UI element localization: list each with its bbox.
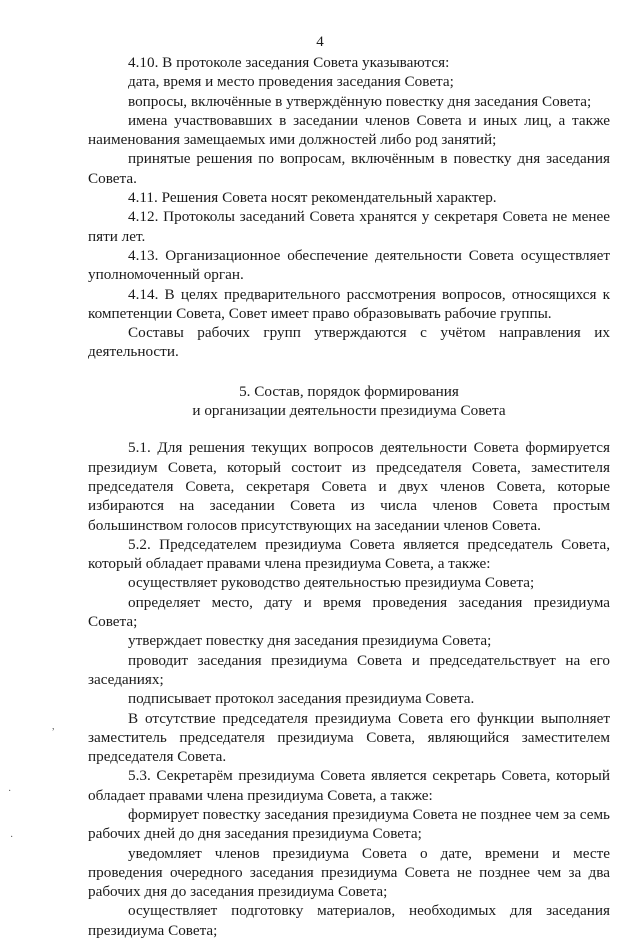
list-item: принятые решения по вопросам, включённым в повестку дня заседания Совета. [88, 150, 610, 187]
list-item: утверждает повестку дня заседания президиума Совета; [128, 632, 492, 650]
section-heading [88, 382, 610, 421]
paragraph-absence: В отсутствие председателя президиума Совета его функции выполняет заместитель председателя президиума Совета, являющийся заместителем председателя Совета. [88, 709, 610, 766]
margin-mark: · [10, 832, 14, 843]
list-item: определяет место, дату и время проведения заседания президиума Совета; [88, 593, 610, 631]
list-item: осуществляет руководство деятельностью президиума Совета; [128, 574, 535, 592]
list-item: формирует повестку заседания президиума Совета не позднее чем за семь рабочих дней до дня заседания президиума Совета; [88, 805, 610, 843]
paragraph-4-12: 4.12. Протоколы заседаний Совета хранятся у секретаря Совета не менее пяти лет. [88, 208, 610, 245]
list-item: проводит заседания президиума Совета и председательствует на его заседаниях; [88, 651, 610, 688]
paragraph-4-14: 4.14. В целях предварительного рассмотрения вопросов, относящихся к компетенции Совета, Совет имеет право образовывать рабочие группы. [88, 285, 610, 322]
section-heading-line-1: 5. Состав, порядок формирования [239, 382, 459, 400]
paragraph-4-13: 4.13. Организационное обеспечение деятельности Совета осуществляет уполномоченный орган. [88, 246, 610, 284]
document-body [88, 53, 610, 940]
paragraph-working-groups: Составы рабочих групп утверждаются с учётом направления их деятельности. [88, 324, 610, 361]
list-item: дата, время и место проведения заседания Совета; [128, 73, 454, 91]
paragraph-5-3: 5.3. Секретарём президиума Совета является секретарь Совета, который обладает правами члена президиума Совета, а также: [88, 767, 610, 804]
list-item: подписывает протокол заседания президиума Совета. [128, 690, 475, 708]
margin-mark: · [8, 786, 12, 797]
paragraph-5-1: 5.1. Для решения текущих вопросов деятельности Совета формируется президиум Совета, который состоит из председателя Совета, заместителя председателя Совета, секретаря Совета и двух членов Совета, которые избираются на заседании Совета из числа членов Совета простым большинством голосов присутствующих на заседании членов Совета. [88, 439, 610, 534]
page-number: 4 [316, 34, 324, 50]
margin-mark: , [52, 721, 55, 732]
list-item: вопросы, включённые в утверждённую повестку дня заседания Совета; [128, 92, 592, 110]
paragraph-4-10: 4.10. В протоколе заседания Совета указываются: [128, 54, 450, 71]
list-item: уведомляет членов президиума Совета о дате, времени и месте проведения очередного заседания президиума Совета не позднее чем за два рабочих дня до заседания президиума Совета; [88, 844, 610, 901]
section-heading-line-2: и организации деятельности президиума Совета [192, 402, 506, 420]
paragraph-4-11: 4.11. Решения Совета носят рекомендательный характер. [128, 189, 497, 207]
list-item: имена участвовавших в заседании членов Совета и иных лиц, а также наименования замещаемых ими должностей либо род занятий; [88, 111, 610, 149]
list-item: осуществляет подготовку материалов, необходимых для заседания президиума Совета; [88, 902, 610, 939]
paragraph-5-2: 5.2. Председателем президиума Совета является председатель Совета, который обладает правами члена президиума Совета, а также: [88, 535, 610, 573]
